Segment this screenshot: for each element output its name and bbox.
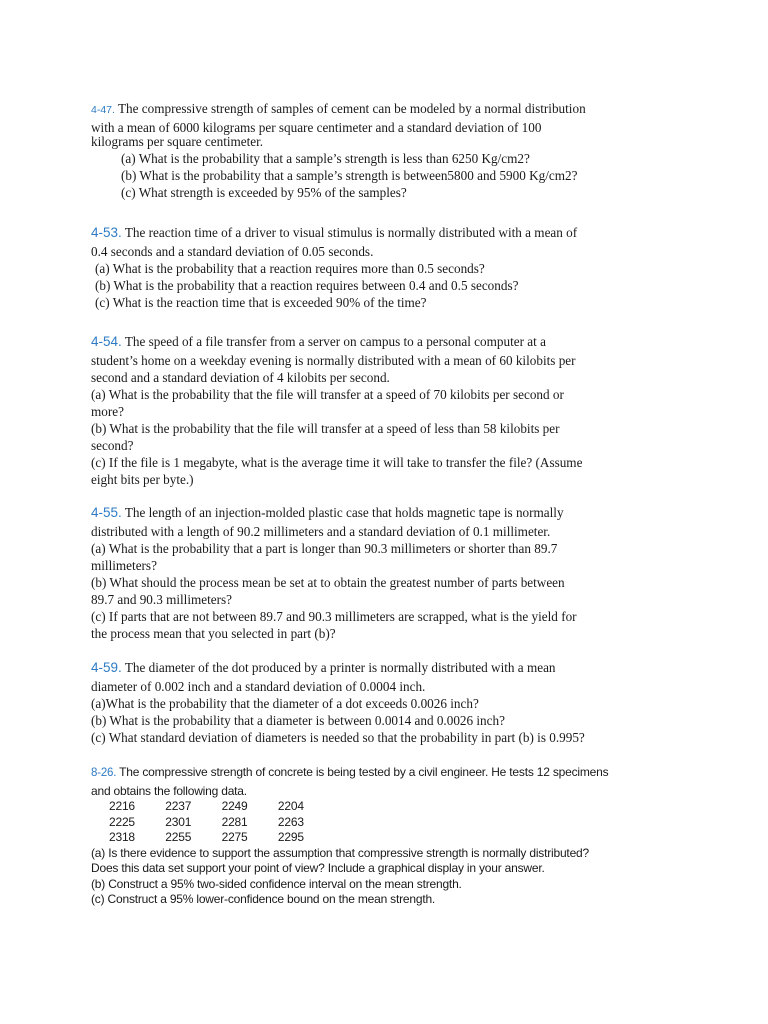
question-part-a-cont: Does this data set support your point of view? Include a graphical display in your answer. bbox=[91, 861, 545, 875]
question-part-c: (c) If parts that are not between 89.7 and 90.3 millimeters are scrapped, what is the yield for bbox=[91, 609, 577, 624]
problem-text-line: 4-53. The reaction time of a driver to visual stimulus is normally distributed with a mean of bbox=[91, 225, 578, 240]
question-part-b: (b) Construct a 95% two-sided confidence interval on the mean strength. bbox=[91, 876, 462, 891]
problem-number: 4-53. bbox=[91, 225, 122, 240]
problem-4-53 bbox=[91, 224, 691, 311]
problem-number: 4-59. bbox=[91, 660, 122, 675]
problem-text-line: 8-26. The compressive strength of concrete is being tested by a civil engineer. He tests 12 specimens bbox=[91, 765, 609, 779]
question-part-b-cont: 89.7 and 90.3 millimeters? bbox=[91, 592, 233, 607]
problem-text-line: distributed with a length of 90.2 millimeters and a standard deviation of 0.1 millimeter. bbox=[91, 524, 551, 539]
data-row: 2318 2255 2275 2295 bbox=[109, 830, 304, 844]
question-part-a: (a) Is there evidence to support the assumption that compressive strength is normally distributed? bbox=[91, 845, 589, 860]
question-part-a: (a) What is the probability that a reaction requires more than 0.5 seconds? bbox=[95, 261, 485, 276]
question-part-a: (a)What is the probability that the diameter of a dot exceeds 0.0026 inch? bbox=[91, 696, 479, 711]
question-part-a: (a) What is the probability that the file will transfer at a speed of 70 kilobits per second or bbox=[91, 387, 564, 402]
problem-text-line: 4-59. The diameter of the dot produced by a printer is normally distributed with a mean bbox=[91, 660, 556, 675]
problem-text-line: 4-55. The length of an injection-molded plastic case that holds magnetic tape is normally bbox=[91, 505, 564, 520]
problem-text-line: student’s home on a weekday evening is normally distributed with a mean of 60 kilobits per bbox=[91, 353, 576, 368]
question-part-c: (c) What strength is exceeded by 95% of the samples? bbox=[121, 185, 407, 200]
problem-8-26 bbox=[91, 765, 691, 908]
problem-text-line: and obtains the following data. bbox=[91, 783, 247, 798]
problem-4-59 bbox=[91, 659, 691, 746]
question-part-a: (a) What is the probability that a part is longer than 90.3 millimeters or shorter than 89.7 bbox=[91, 541, 558, 556]
question-part-b-cont: second? bbox=[91, 438, 134, 453]
problem-text-line: second and a standard deviation of 4 kilobits per second. bbox=[91, 370, 390, 385]
data-row: 2225 2301 2281 2263 bbox=[109, 814, 304, 829]
problem-number: 4-47. bbox=[91, 104, 115, 116]
problem-number: 8-26. bbox=[91, 767, 117, 779]
problem-4-47 bbox=[91, 100, 691, 201]
question-part-c-cont: eight bits per byte.) bbox=[91, 472, 194, 487]
question-part-b: (b) What is the probability that the file will transfer at a speed of less than 58 kilobits per bbox=[91, 421, 560, 436]
problem-text-line: diameter of 0.002 inch and a standard deviation of 0.0004 inch. bbox=[91, 679, 426, 694]
question-part-b: (b) What is the probability that a sample’s strength is between5800 and 5900 Kg/cm2? bbox=[121, 168, 578, 183]
problem-4-54 bbox=[91, 333, 691, 488]
question-part-c: (c) Construct a 95% lower-confidence bound on the mean strength. bbox=[91, 892, 436, 906]
question-part-a-cont: more? bbox=[91, 404, 124, 419]
question-part-a: (a) What is the probability that a sample’s strength is less than 6250 Kg/cm2? bbox=[121, 151, 530, 166]
question-part-b: (b) What should the process mean be set at to obtain the greatest number of parts between bbox=[91, 575, 565, 590]
problem-text-line: kilograms per square centimeter. bbox=[91, 134, 264, 149]
problem-text-line: 0.4 seconds and a standard deviation of 0.05 seconds. bbox=[91, 244, 374, 259]
question-part-c-cont: the process mean that you selected in part (b)? bbox=[91, 626, 336, 641]
problem-text-line: 4-54. The speed of a file transfer from a server on campus to a personal computer at a bbox=[91, 334, 546, 349]
problem-number: 4-54. bbox=[91, 334, 122, 349]
problem-4-55 bbox=[91, 504, 691, 642]
question-part-a-cont: millimeters? bbox=[91, 558, 157, 573]
problem-text-line: with a mean of 6000 kilograms per square centimeter and a standard deviation of 100 bbox=[91, 120, 542, 135]
problem-number: 4-55. bbox=[91, 505, 122, 520]
data-row: 2216 2237 2249 2204 bbox=[109, 799, 304, 813]
question-part-b: (b) What is the probability that a reaction requires between 0.4 and 0.5 seconds? bbox=[95, 278, 519, 293]
problem-text-line: 4-47. The compressive strength of samples of cement can be modeled by a normal distribution bbox=[91, 101, 586, 116]
question-part-c: (c) If the file is 1 megabyte, what is the average time it will take to transfer the file? (Assume bbox=[91, 455, 583, 470]
question-part-c: (c) What is the reaction time that is exceeded 90% of the time? bbox=[95, 295, 427, 310]
question-part-c: (c) What standard deviation of diameters is needed so that the probability in part (b) is 0.995? bbox=[91, 730, 585, 745]
question-part-b: (b) What is the probability that a diameter is between 0.0014 and 0.0026 inch? bbox=[91, 713, 505, 728]
